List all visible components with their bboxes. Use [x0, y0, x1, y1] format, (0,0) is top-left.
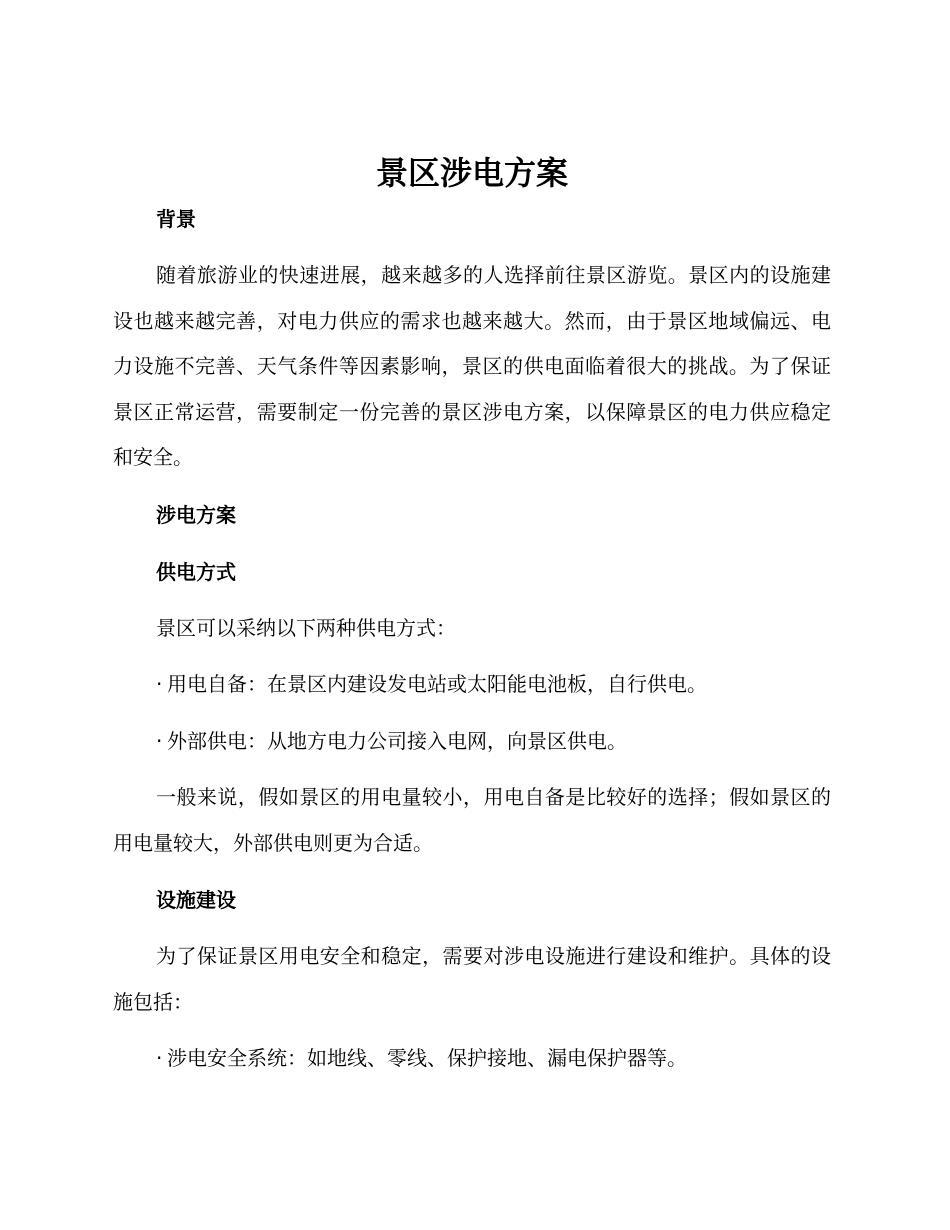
spacer	[113, 764, 831, 775]
document-title: 景区涉电方案	[375, 154, 568, 192]
section-heading-background: 背景	[156, 207, 196, 231]
spacer	[113, 595, 831, 606]
spacer	[113, 242, 831, 253]
spacer	[113, 923, 831, 934]
supply-bullet-text: 用电自备：在景区内建设发电站或太阳能电池板，自行供电。	[167, 672, 707, 696]
facility-intro-paragraph: 为了保证景区用电安全和稳定，需要对涉电设施进行建设和维护。具体的设施包括：	[113, 944, 831, 1014]
spacer	[113, 866, 831, 877]
bullet-dot: ·	[156, 1046, 163, 1070]
spacer	[113, 481, 831, 492]
bullet-dot: ·	[156, 672, 163, 696]
supply-bullet-text: 外部供电：从地方电力公司接入电网，向景区供电。	[167, 728, 627, 753]
spacer	[113, 651, 831, 662]
document-page	[113, 150, 831, 1082]
subsection-heading-supply: 供电方式	[156, 559, 236, 584]
supply-bullet-item	[113, 719, 831, 765]
supply-intro-paragraph: 景区可以采纳以下两种供电方式：	[156, 615, 456, 640]
supply-bullet-item	[113, 662, 831, 708]
bullet-dot: ·	[156, 728, 163, 753]
subsection-heading-facility: 设施建设	[156, 888, 236, 912]
section-heading-plan: 涉电方案	[156, 502, 236, 527]
background-paragraph: 随着旅游业的快速进展，越来越多的人选择前往景区游览。景区内的设施建设也越来越完善，对电力供应的需求也越来越大。然而，由于景区地域偏远、电力设施不完善、天气条件等因素影响，景区的供电面临着很大的挑战。为了保证景区正常运营，需要制定一份完善的景区涉电方案，以保障景区的电力供应稳定和安全。	[113, 263, 831, 469]
supply-conclusion-paragraph: 一般来说，假如景区的用电量较小，用电自备是比较好的选择；假如景区的用电量较大，外部供电则更为合适。	[113, 785, 831, 855]
spacer	[113, 538, 831, 549]
spacer	[113, 1025, 831, 1036]
facility-bullet-text: 涉电安全系统：如地线、零线、保护接地、漏电保护器等。	[167, 1046, 687, 1070]
spacer	[113, 708, 831, 719]
facility-bullet-item	[113, 1036, 831, 1082]
